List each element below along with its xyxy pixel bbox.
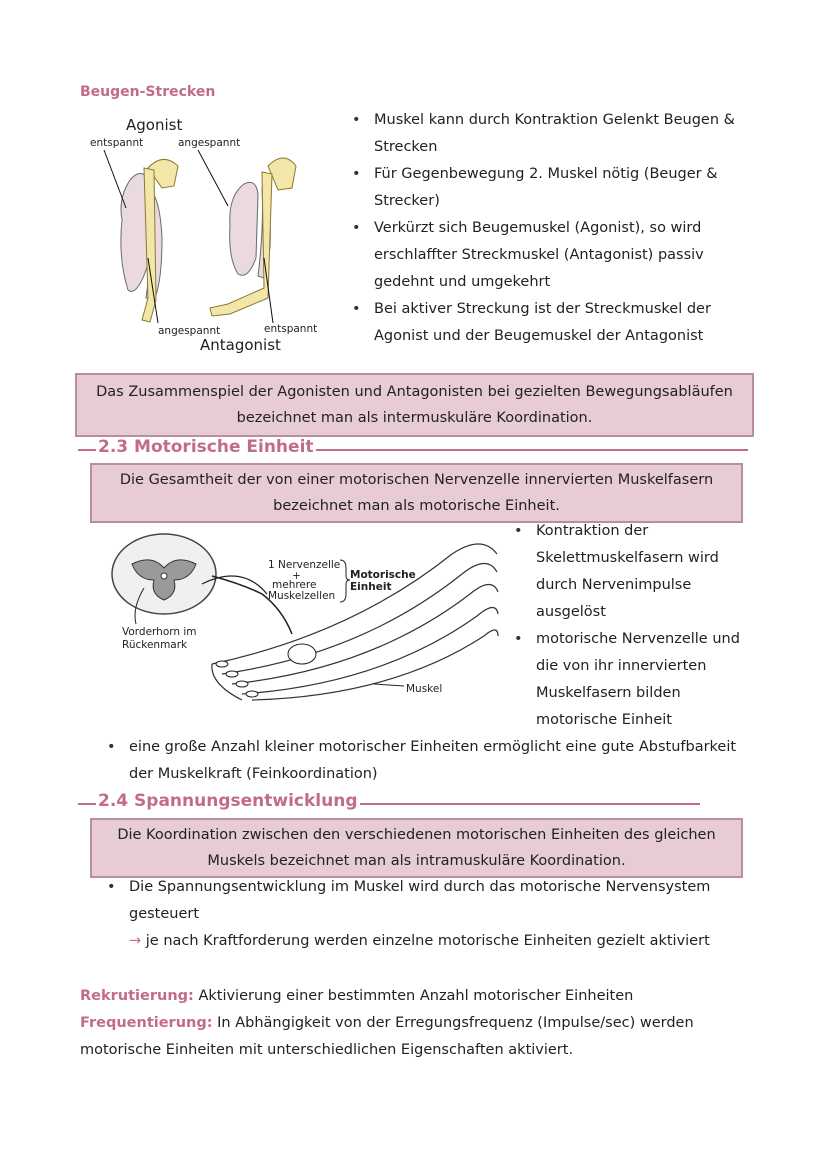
list-item: • Bei aktiver Streckung ist der Streckmuskel der Agonist und der Beugemuskel der Antagonist <box>348 296 758 350</box>
frequentierung-term: Frequentierung: <box>80 1015 213 1031</box>
motor-bullet-list <box>510 518 758 734</box>
antagonist-label: Antagonist <box>200 336 281 354</box>
abstufbarkeit-bullet <box>103 734 763 788</box>
list-item: • Kontraktion der Skelettmuskelfasern wird durch Nervenimpulse ausgelöst <box>510 518 758 626</box>
list-item: • Muskel kann durch Kontraktion Gelenkt Beugen & Strecken <box>348 107 758 161</box>
arm-extended-illustration <box>121 159 178 322</box>
rueckenmark-label: Rückenmark <box>122 639 188 651</box>
list-item <box>103 874 763 955</box>
nervenzelle-label: 1 Nervenzelle <box>268 559 341 571</box>
arrow-icon: → <box>129 933 142 949</box>
motor-unit-figure <box>92 524 504 714</box>
list-item: • Verkürzt sich Beugemuskel (Agonist), so wird erschlaffter Streckmuskel (Antagonist) passiv gedehnt und umgekehrt <box>348 215 758 296</box>
section-title-23: 2.3 Motorische Einheit <box>98 437 314 457</box>
definition-box-motorische-einheit: Die Gesamtheit der von einer motorischen Nervenzelle innervierten Muskelfasern bezeichnet man als motorische Einheit. <box>90 463 743 523</box>
muscle-fiber-bundle <box>212 544 498 700</box>
heading-beugen-strecken: Beugen-Strecken <box>80 84 216 100</box>
agonist-label: Agonist <box>126 116 183 134</box>
frequentierung-text: In Abhängigkeit von der Erregungsfrequenz (Impulse/sec) werden motorische Einheiten mit unterschiedlichen Eigenschaften aktiviert. <box>80 1015 694 1058</box>
frequentierung-paragraph <box>80 1010 760 1064</box>
definition-box-intermuskulaer: Das Zusammenspiel der Agonisten und Antagonisten bei gezielten Bewegungsabläufen bezeichnet man als intermuskuläre Koordination. <box>75 373 754 437</box>
rekrutierung-term: Rekrutierung: <box>80 988 194 1004</box>
entspannt-bottom-label: entspannt <box>264 323 318 335</box>
plus-label: + <box>292 570 301 582</box>
spinal-cord-cross-section <box>112 534 216 614</box>
rekrutierung-text: Aktivierung einer bestimmten Anzahl motorischer Einheiten <box>198 988 634 1004</box>
muskel-label: Muskel <box>406 683 443 695</box>
angespannt-top-label: angespannt <box>178 137 241 149</box>
spannung-text: Die Spannungsentwicklung im Muskel wird durch das motorische Nervensystem gesteuert <box>129 879 711 922</box>
rekrutierung-line <box>80 983 760 1010</box>
einheit-label: Einheit <box>350 581 392 593</box>
spannung-bullet <box>103 874 763 955</box>
arrow-text: je nach Kraftforderung werden einzelne motorische Einheiten gezielt aktiviert <box>145 933 710 949</box>
angespannt-bottom-label: angespannt <box>158 325 221 337</box>
mehrere-label: mehrere <box>272 579 317 591</box>
list-item: • motorische Nervenzelle und die von ihr innervierten Muskelfasern bilden motorische Einheit <box>510 626 758 734</box>
muskelzellen-label: Muskelzellen <box>268 590 336 602</box>
entspannt-top-label: entspannt <box>90 137 144 149</box>
list-item: • Für Gegenbewegung 2. Muskel nötig (Beuger & Strecker) <box>348 161 758 215</box>
beugen-bullet-list <box>348 107 758 350</box>
motorische-label: Motorische <box>350 569 416 581</box>
arm-flexed-illustration <box>210 158 296 316</box>
section-title-24: 2.4 Spannungsentwicklung <box>98 791 358 811</box>
definition-box-intramuskulaer: Die Koordination zwischen den verschiedenen motorischen Einheiten des gleichen Muskels bezeichnet man als intramuskuläre Koordination. <box>90 818 743 878</box>
list-item: • eine große Anzahl kleiner motorischer Einheiten ermöglicht eine gute Abstufbarkeit der Muskelkraft (Feinkoordination) <box>103 734 763 788</box>
vorderhorn-label: Vorderhorn im <box>122 626 197 638</box>
muscle-figure <box>78 108 338 356</box>
